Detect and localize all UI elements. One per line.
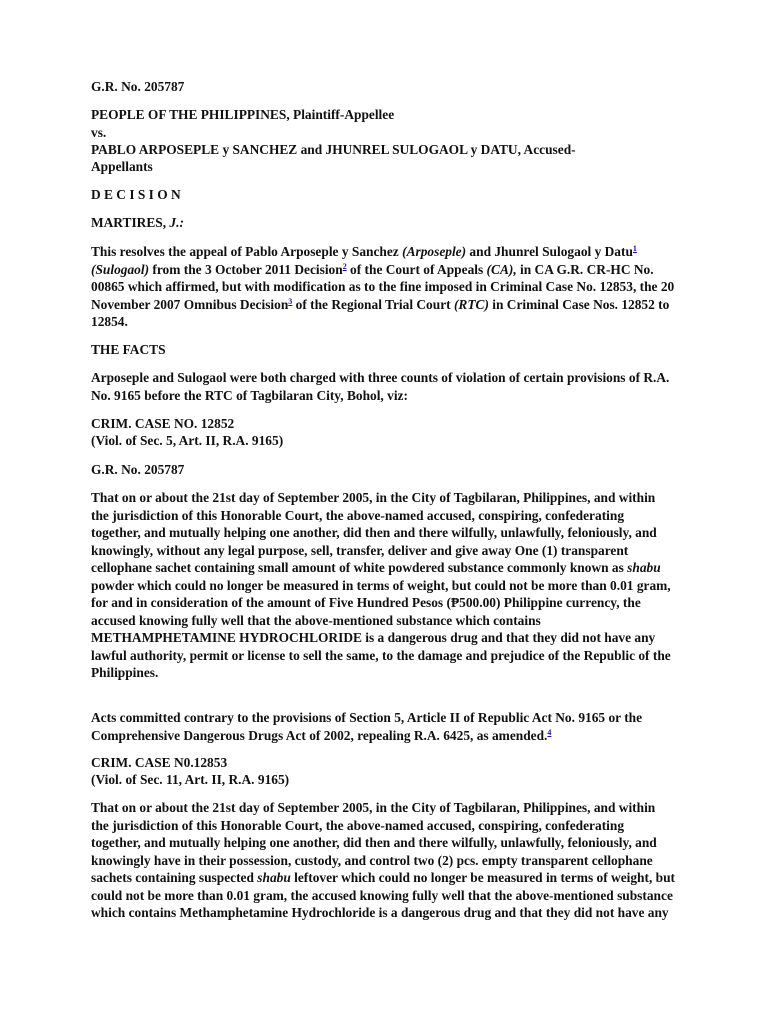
intro-text: This resolves the appeal of Pablo Arposeple y Sanchez [91,244,403,259]
case2-text: That on or about the 21st day of September 2005, in the City of Tagbilaran, Philippines, and within the jurisdiction of this Honorable Court, the above-named accused, conspiring, confederating together, and mutually helping one another, did then and there wilfully, unlawfully, feloniously, and knowingly have in their possession, custody, and control two (2) pcs. empty transparent cellophane sachets containing suspected [91,800,657,885]
intro-text: and Jhunrel Sulogaol y Datu [466,244,633,259]
acts-text: Acts committed contrary to the provisions of Section 5, Article II of Republic Act No. 9165 or the Comprehensive Dangerous Drugs Act of 2002, repealing R.A. 6425, as amended. [91,710,643,743]
decision-heading: D E C I S I O N [91,187,181,202]
footnote-link-1[interactable]: 1 [632,244,637,253]
versus-line: vs. [91,125,107,140]
intro-italic: (Sulogaol) [91,261,150,277]
facts-heading: THE FACTS [91,342,166,357]
ponente-line [91,214,676,232]
judge-title: J.: [169,215,184,230]
case2-title: CRIM. CASE N0.12853 [91,755,228,770]
acts-paragraph [91,709,676,744]
intro-paragraph [91,243,676,331]
accused-line-2: Appellants [91,159,153,174]
accused-line-1: PABLO ARPOSEPLE y SANCHEZ and JHUNREL SULOGAOL y DATU, Accused- [91,142,576,157]
case1-text: That on or about the 21st day of September 2005, in the City of Tagbilaran, Philippines, and within the jurisdiction of this Honorable Court, the above-named accused, conspiring, confederating together, and mutually helping one another, did then and there wilfully, unlawfully, feloniously, and knowingly, without any legal purpose, sell, transfer, deliver and give away One (1) transparent cellophane sachet containing small amount of white powdered substance commonly known as [91,490,657,575]
case1-title: CRIM. CASE NO. 12852 [91,416,235,431]
case2-text: leftover which could no longer be measured in terms of weight, but could not be more than 0.01 gram, the accused knowing fully well that the above-mentioned substance which contains Methamphetamine Hydrochloride is a dangerous drug and that they did not have any [91,870,676,920]
intro-text: of the Regional Trial Court [292,296,454,312]
plaintiff-line: PEOPLE OF THE PHILIPPINES, Plaintiff-Appellee [91,107,395,122]
intro-italic: (Arposeple) [402,244,467,259]
intro-text: in CA G.R. CR-HC No. 00865 which affirmed, but with modification as to the fine imposed in Criminal Case No. 12853, the 20 November 2007 Omnibus Decision [91,261,675,312]
case2-subtitle: (Viol. of Sec. 11, Art. II, R.A. 9165) [91,772,290,787]
case1-italic: shabu [627,560,661,575]
case-number-repeat: G.R. No. 205787 [91,462,185,477]
footnote-link-3[interactable]: 3 [288,296,293,306]
intro-text: from the 3 October 2011 Decision [149,261,343,277]
case1-information [91,489,676,682]
facts-paragraph: Arposeple and Sulogaol were both charged with three counts of violation of certain provisions of R.A. No. 9165 before the RTC of Tagbilaran City, Bohol, viz: [91,370,670,403]
intro-italic: (CA), [486,261,517,277]
case2-italic: shabu [257,870,291,885]
intro-text: in Criminal Case Nos. 12852 to 12854. [91,296,670,329]
case1-text: powder which could no longer be measured in terms of weight, but could not be more than 0.01 gram, for and in consideration of the amount of Five Hundred Pesos (₱500.00) Philippine currency, the accused knowing fully well that the above-mentioned substance which contains METHAMPHETAMINE HYDROCHLORIDE is a dangerous drug and that they did not have any lawful authority, permit or license to sell the same, to the damage and prejudice of the Republic of the Philippines. [91,577,671,680]
case2-information [91,799,676,922]
case-number: G.R. No. 205787 [91,79,185,94]
footnote-link-2[interactable]: 2 [342,261,347,271]
footnote-link-4[interactable]: 4 [547,727,552,737]
intro-text: of the Court of Appeals [346,261,487,277]
case1-subtitle: (Viol. of Sec. 5, Art. II, R.A. 9165) [91,433,284,448]
judge-name: MARTIRES, [91,215,170,230]
intro-italic: (RTC) [453,296,489,312]
